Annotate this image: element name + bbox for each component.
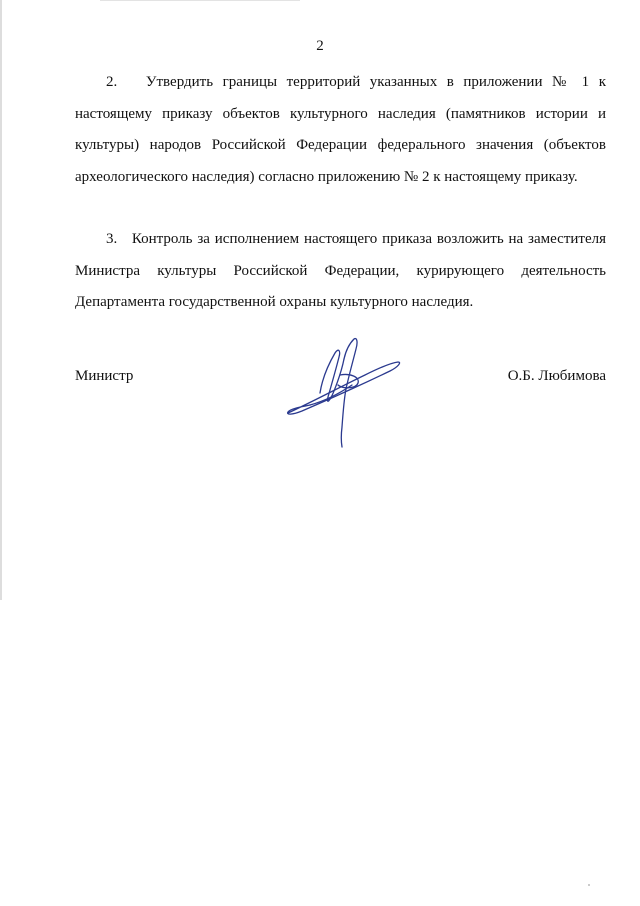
paragraph-text: Контроль за исполнением настоящего приказа возложить на заместителя Министра культуры Российской Федерации, курирующего деятельность Департамента государственной охраны культурного наследия.	[75, 231, 606, 310]
handwritten-signature	[280, 335, 410, 450]
scan-edge	[100, 0, 300, 1]
paragraph-text: Утвердить границы территорий указанных в приложении № 1 к настоящему приказу объектов культурного наследия (памятников истории и культуры) народов Российской Федерации федерального значения (объектов археологического наследия) согласно приложению № 2 к настоящему приказу.	[75, 74, 606, 185]
paragraph-3	[75, 224, 606, 319]
signatory-title: Министр	[75, 368, 134, 384]
paragraph-number: 3.	[106, 231, 118, 247]
paragraph-number: 2.	[106, 74, 118, 90]
scan-edge	[0, 0, 2, 600]
scan-speck	[588, 884, 590, 886]
signatory-name: О.Б. Любимова	[507, 368, 606, 384]
page-number: 2	[316, 38, 324, 54]
paragraph-2	[75, 67, 606, 193]
